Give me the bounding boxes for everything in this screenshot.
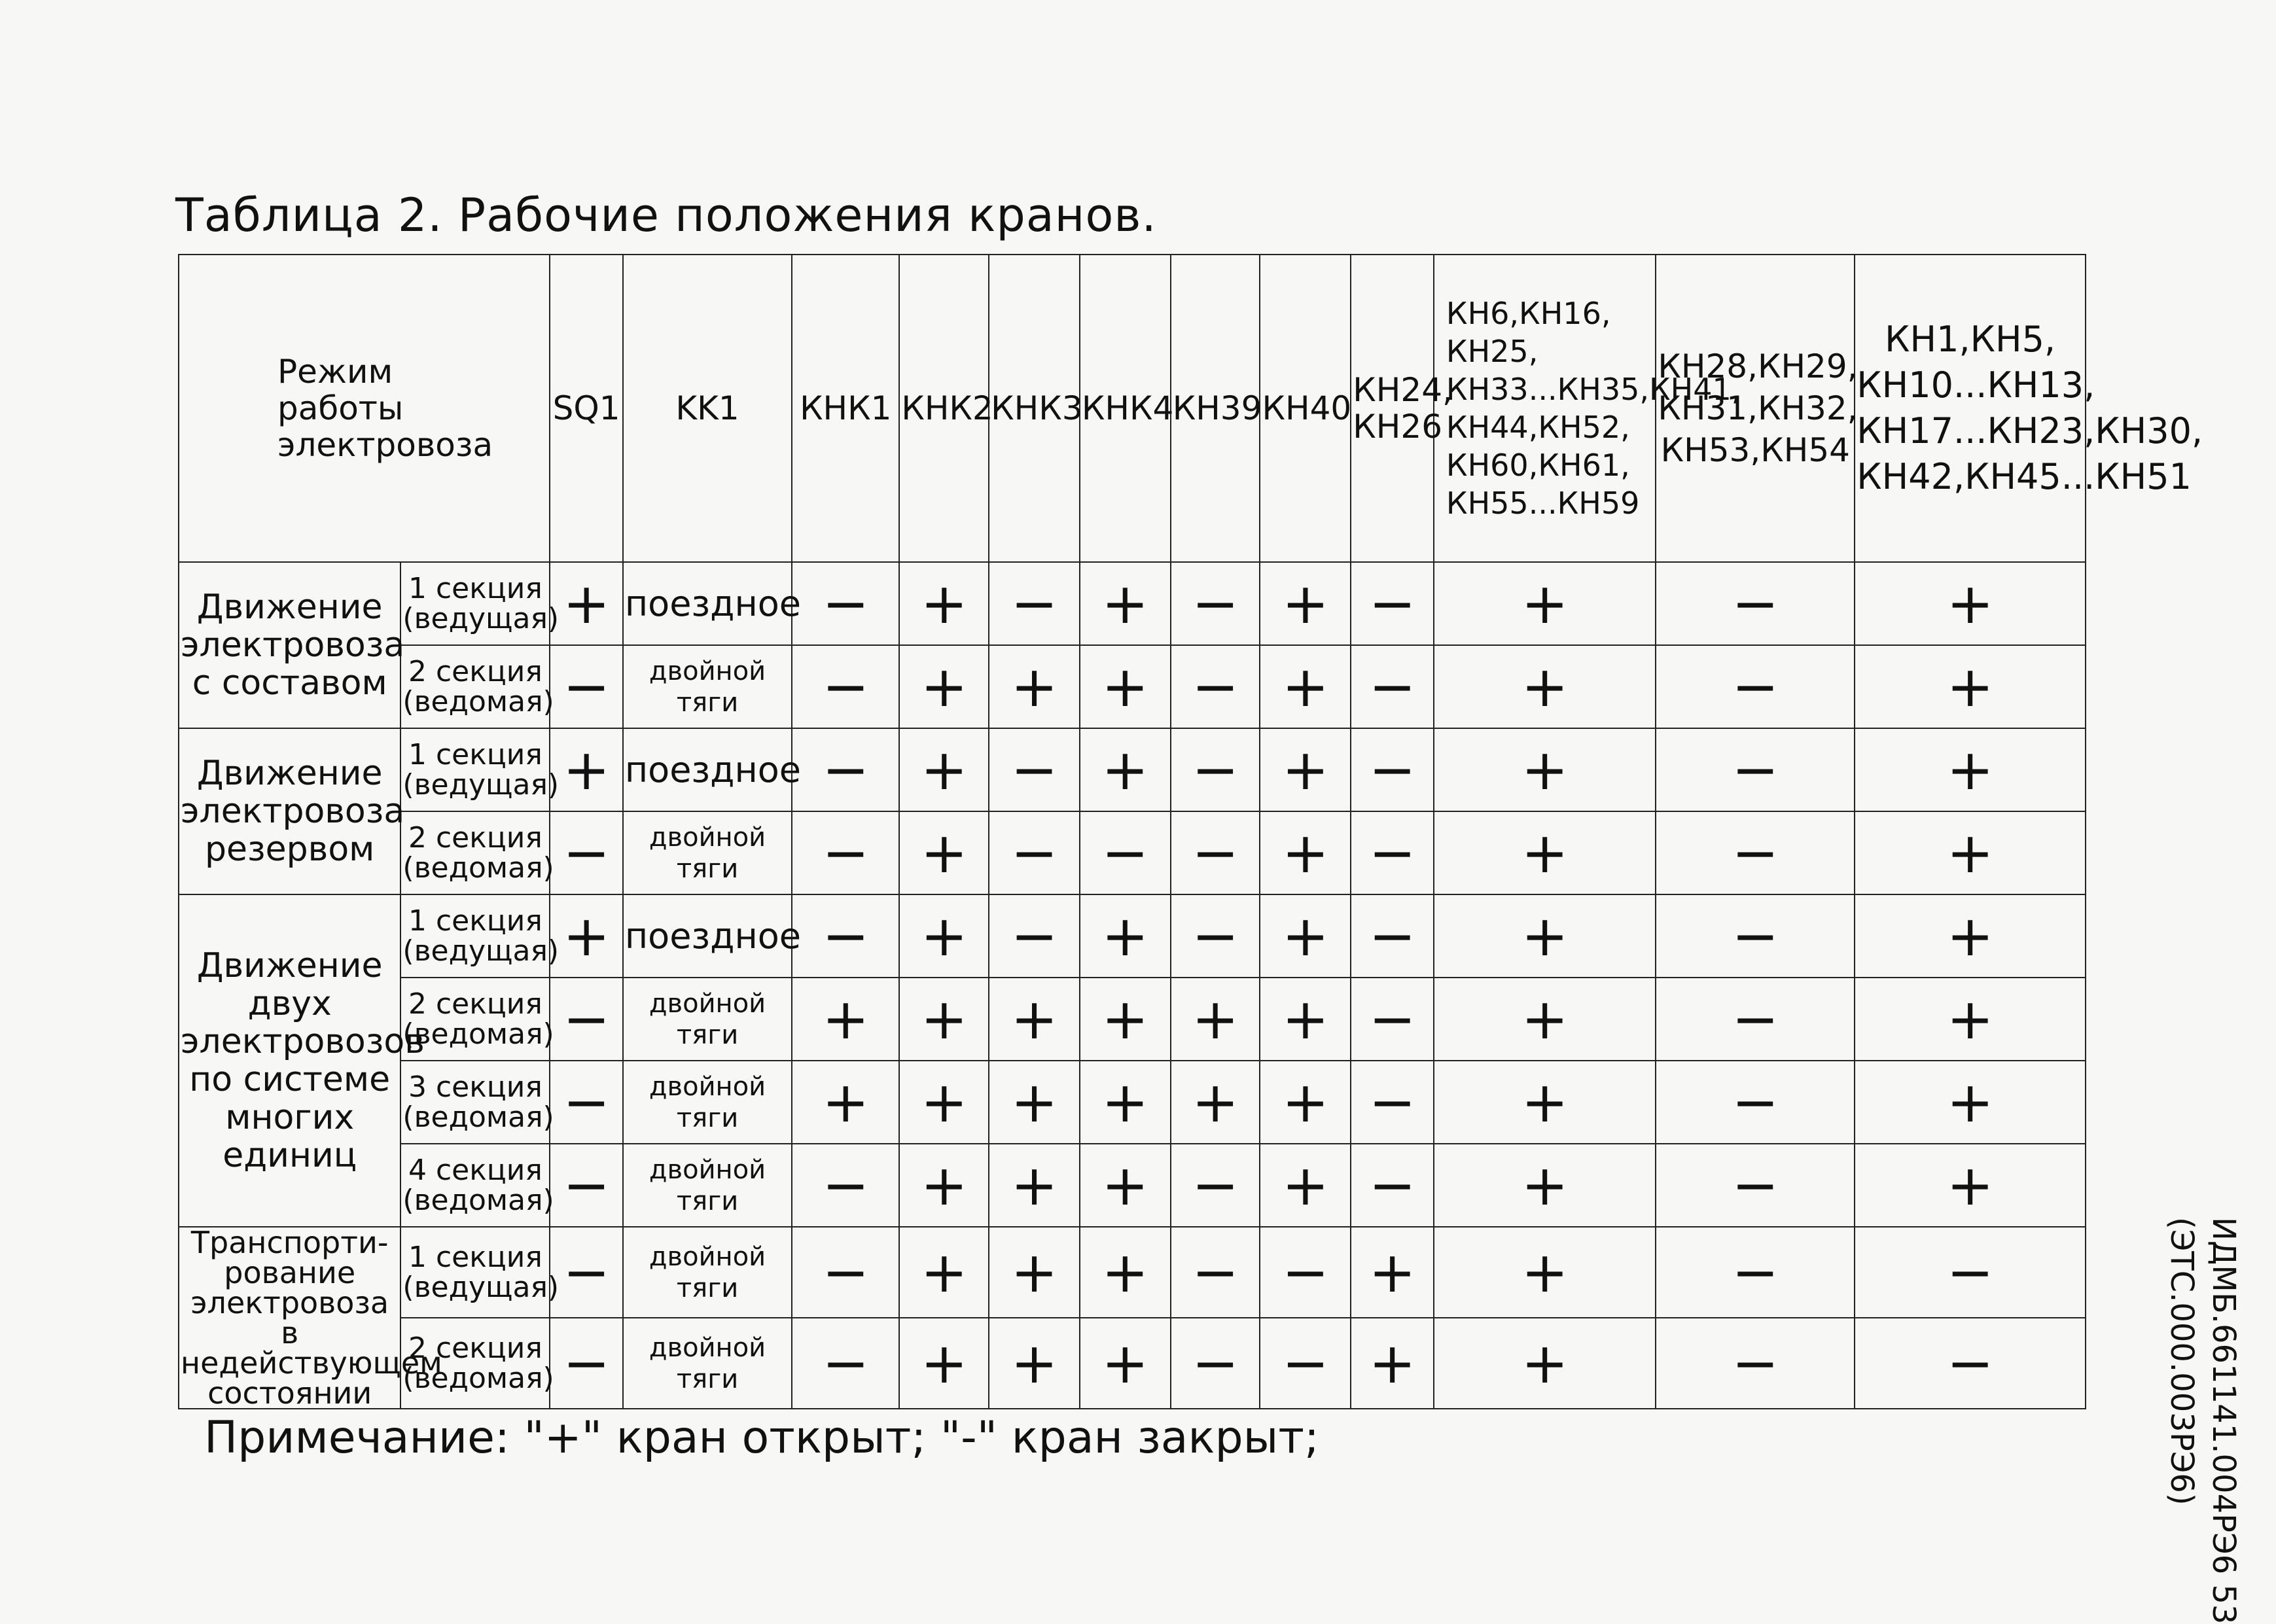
valve-mark: + bbox=[1855, 1144, 2086, 1227]
valve-mark: − bbox=[1080, 811, 1171, 894]
header-kn1-group: КН1,КН5, КН10...КН13, КН17...КН23,КН30, КН42,КН45...КН51 bbox=[1855, 255, 2086, 562]
valve-mark: + bbox=[1351, 1227, 1434, 1318]
valve-mark: − bbox=[1351, 645, 1434, 728]
valve-mark: − bbox=[1171, 645, 1260, 728]
valve-mark: + bbox=[1434, 562, 1656, 645]
valve-mark: + bbox=[1855, 811, 2086, 894]
kk1-cell: поездное bbox=[623, 894, 792, 978]
valve-mark: − bbox=[792, 1227, 899, 1318]
valve-mark: − bbox=[1656, 645, 1855, 728]
valve-mark: − bbox=[1656, 811, 1855, 894]
valve-mark: + bbox=[1855, 728, 2086, 811]
kk1-cell: двойной тяги bbox=[623, 1061, 792, 1144]
valve-mark: + bbox=[1855, 894, 2086, 978]
valve-mark: + bbox=[899, 811, 989, 894]
valve-mark: + bbox=[989, 1144, 1080, 1227]
valve-mark: + bbox=[1080, 728, 1171, 811]
valve-mark: + bbox=[1080, 645, 1171, 728]
valve-mark: + bbox=[1080, 1144, 1171, 1227]
sq1-mark: + bbox=[550, 894, 622, 978]
section-cell: 2 секция (ведомая) bbox=[400, 811, 550, 894]
valve-mark: − bbox=[989, 562, 1080, 645]
valve-mark: + bbox=[899, 1227, 989, 1318]
header-knk2: КНК2 bbox=[899, 255, 989, 562]
valve-mark: − bbox=[1656, 1144, 1855, 1227]
valve-mark: − bbox=[1171, 562, 1260, 645]
table-row bbox=[179, 1227, 2086, 1318]
kk1-cell: двойной тяги bbox=[623, 811, 792, 894]
valve-mark: + bbox=[1260, 645, 1351, 728]
valve-mark: − bbox=[1656, 1227, 1855, 1318]
sq1-mark: − bbox=[550, 811, 622, 894]
valve-mark: − bbox=[1351, 894, 1434, 978]
kk1-cell: двойной тяги bbox=[623, 1227, 792, 1318]
header-kn6-group: КН6,КН16, КН25, КН33...КН35,КН41, КН44,КН52, КН60,КН61, КН55...КН59 bbox=[1434, 255, 1656, 562]
valve-mark: + bbox=[1080, 1227, 1171, 1318]
valve-mark: − bbox=[1171, 1227, 1260, 1318]
valve-mark: + bbox=[792, 1061, 899, 1144]
mode-cell: Движение двух электровозов по системе многих единиц bbox=[179, 894, 400, 1227]
valve-mark: + bbox=[989, 645, 1080, 728]
valve-mark: − bbox=[1351, 1061, 1434, 1144]
valve-mark: + bbox=[899, 1144, 989, 1227]
kk1-cell: двойной тяги bbox=[623, 1318, 792, 1409]
valve-mark: + bbox=[1080, 1061, 1171, 1144]
valve-mark: − bbox=[1171, 811, 1260, 894]
sq1-mark: − bbox=[550, 1318, 622, 1409]
valve-mark: + bbox=[1260, 978, 1351, 1061]
valve-mark: + bbox=[899, 562, 989, 645]
header-kn28-group: КН28,КН29, КН31,КН32, КН53,КН54 bbox=[1656, 255, 1855, 562]
valve-mark: − bbox=[1351, 562, 1434, 645]
valve-mark: − bbox=[1656, 978, 1855, 1061]
table-row bbox=[179, 728, 2086, 811]
valve-mark: − bbox=[1260, 1227, 1351, 1318]
table-row bbox=[179, 1318, 2086, 1409]
valve-mark: − bbox=[989, 894, 1080, 978]
valve-mark: − bbox=[792, 811, 899, 894]
mode-cell: Движение электровоза резервом bbox=[179, 728, 400, 894]
valve-mark: − bbox=[792, 562, 899, 645]
valve-mark: − bbox=[1171, 1318, 1260, 1409]
valve-mark: − bbox=[989, 811, 1080, 894]
valve-mark: − bbox=[1656, 728, 1855, 811]
header-row bbox=[179, 255, 2086, 562]
valve-mark: + bbox=[1080, 562, 1171, 645]
valve-mark: − bbox=[1260, 1318, 1351, 1409]
valve-mark: + bbox=[1434, 894, 1656, 978]
document-code-block bbox=[2146, 1217, 2245, 1624]
document-code-alt: (ЭТС.000.003РЭ6) bbox=[2163, 1217, 2200, 1506]
header-kk1: KK1 bbox=[623, 255, 792, 562]
valve-mark: − bbox=[1656, 1061, 1855, 1144]
valve-mark: + bbox=[1080, 1318, 1171, 1409]
valve-mark: + bbox=[1855, 645, 2086, 728]
valve-mark: + bbox=[989, 1061, 1080, 1144]
valve-mark: + bbox=[899, 1318, 989, 1409]
valve-mark: + bbox=[1434, 1227, 1656, 1318]
sq1-mark: − bbox=[550, 645, 622, 728]
section-cell: 2 секция (ведомая) bbox=[400, 978, 550, 1061]
valve-mark: − bbox=[1171, 1144, 1260, 1227]
valve-mark: − bbox=[1656, 1318, 1855, 1409]
header-knk1: КНК1 bbox=[792, 255, 899, 562]
valve-mark: − bbox=[1656, 562, 1855, 645]
valve-mark: + bbox=[1171, 1061, 1260, 1144]
section-cell: 2 секция (ведомая) bbox=[400, 1318, 550, 1409]
valve-mark: + bbox=[1260, 1144, 1351, 1227]
valve-mark: − bbox=[1351, 1144, 1434, 1227]
table-row bbox=[179, 978, 2086, 1061]
header-sq1: SQ1 bbox=[550, 255, 622, 562]
valve-mark: − bbox=[1855, 1318, 2086, 1409]
header-kn24-kn26: КН24, КН26 bbox=[1351, 255, 1434, 562]
valve-mark: + bbox=[899, 978, 989, 1061]
valve-mark: + bbox=[1260, 894, 1351, 978]
table-row bbox=[179, 645, 2086, 728]
valve-mark: + bbox=[1855, 562, 2086, 645]
valve-mark: − bbox=[792, 1144, 899, 1227]
sq1-mark: + bbox=[550, 562, 622, 645]
valve-mark: − bbox=[1351, 811, 1434, 894]
table-row bbox=[179, 1061, 2086, 1144]
valve-mark: + bbox=[1260, 728, 1351, 811]
table-note: Примечание: "+" кран открыт; "-" кран закрыт; bbox=[204, 1412, 1319, 1464]
section-cell: 1 секция (ведущая) bbox=[400, 728, 550, 811]
table-row bbox=[179, 562, 2086, 645]
valve-mark: + bbox=[1434, 811, 1656, 894]
valve-mark: + bbox=[1351, 1318, 1434, 1409]
header-knk3: КНК3 bbox=[989, 255, 1080, 562]
section-cell: 1 секция (ведущая) bbox=[400, 894, 550, 978]
valve-mark: + bbox=[899, 1061, 989, 1144]
kk1-cell: двойной тяги bbox=[623, 1144, 792, 1227]
valve-mark: + bbox=[1080, 978, 1171, 1061]
section-cell: 1 секция (ведущая) bbox=[400, 1227, 550, 1318]
document-code: ИДМБ.661141.004РЭ6 53 bbox=[2205, 1217, 2242, 1624]
table-row bbox=[179, 1144, 2086, 1227]
sq1-mark: + bbox=[550, 728, 622, 811]
valve-mark: + bbox=[1434, 645, 1656, 728]
section-cell: 3 секция (ведомая) bbox=[400, 1061, 550, 1144]
section-cell: 1 секция (ведущая) bbox=[400, 562, 550, 645]
valve-mark: − bbox=[1171, 894, 1260, 978]
valve-mark: + bbox=[989, 1227, 1080, 1318]
valve-mark: + bbox=[1434, 1318, 1656, 1409]
valve-mark: − bbox=[1656, 894, 1855, 978]
valve-mark: + bbox=[1260, 811, 1351, 894]
sq1-mark: − bbox=[550, 1227, 622, 1318]
table-row bbox=[179, 894, 2086, 978]
section-cell: 2 секция (ведомая) bbox=[400, 645, 550, 728]
sq1-mark: − bbox=[550, 1144, 622, 1227]
valve-mark: + bbox=[1855, 978, 2086, 1061]
kk1-cell: двойной тяги bbox=[623, 978, 792, 1061]
valve-mark: + bbox=[989, 1318, 1080, 1409]
kk1-cell: поездное bbox=[623, 728, 792, 811]
valve-mark: + bbox=[1260, 562, 1351, 645]
valve-mark: + bbox=[1434, 978, 1656, 1061]
valve-mark: + bbox=[1171, 978, 1260, 1061]
valve-mark: − bbox=[792, 1318, 899, 1409]
valve-mark: + bbox=[1434, 728, 1656, 811]
header-kn39: КН39 bbox=[1171, 255, 1260, 562]
valve-mark: + bbox=[899, 645, 989, 728]
page-title: Таблица 2. Рабочие положения кранов. bbox=[175, 188, 1157, 242]
valve-mark: + bbox=[1855, 1061, 2086, 1144]
valve-mark: + bbox=[899, 728, 989, 811]
valve-mark: − bbox=[1171, 728, 1260, 811]
valve-mark: + bbox=[1434, 1061, 1656, 1144]
valve-mark: + bbox=[1260, 1061, 1351, 1144]
header-knk4: КНК4 bbox=[1080, 255, 1171, 562]
valve-mark: − bbox=[792, 728, 899, 811]
valve-mark: − bbox=[1855, 1227, 2086, 1318]
sq1-mark: − bbox=[550, 1061, 622, 1144]
table-body bbox=[179, 562, 2086, 1409]
kk1-cell: двойной тяги bbox=[623, 645, 792, 728]
sq1-mark: − bbox=[550, 978, 622, 1061]
header-kn40: КН40 bbox=[1260, 255, 1351, 562]
valve-mark: + bbox=[899, 894, 989, 978]
valve-mark: − bbox=[1351, 728, 1434, 811]
kk1-cell: поездное bbox=[623, 562, 792, 645]
valve-mark: + bbox=[1080, 894, 1171, 978]
mode-cell: Движение электровоза с составом bbox=[179, 562, 400, 728]
mode-cell: Транспорти- рование электровоза в недействующем состоянии bbox=[179, 1227, 400, 1409]
valve-mark: − bbox=[989, 728, 1080, 811]
valve-mark: − bbox=[792, 645, 899, 728]
valve-mark: + bbox=[792, 978, 899, 1061]
valve-mark: + bbox=[989, 978, 1080, 1061]
header-mode: Режим работы электровоза bbox=[179, 255, 550, 562]
valve-mark: + bbox=[1434, 1144, 1656, 1227]
table-row bbox=[179, 811, 2086, 894]
section-cell: 4 секция (ведомая) bbox=[400, 1144, 550, 1227]
valve-mark: − bbox=[1351, 978, 1434, 1061]
valve-mark: − bbox=[792, 894, 899, 978]
